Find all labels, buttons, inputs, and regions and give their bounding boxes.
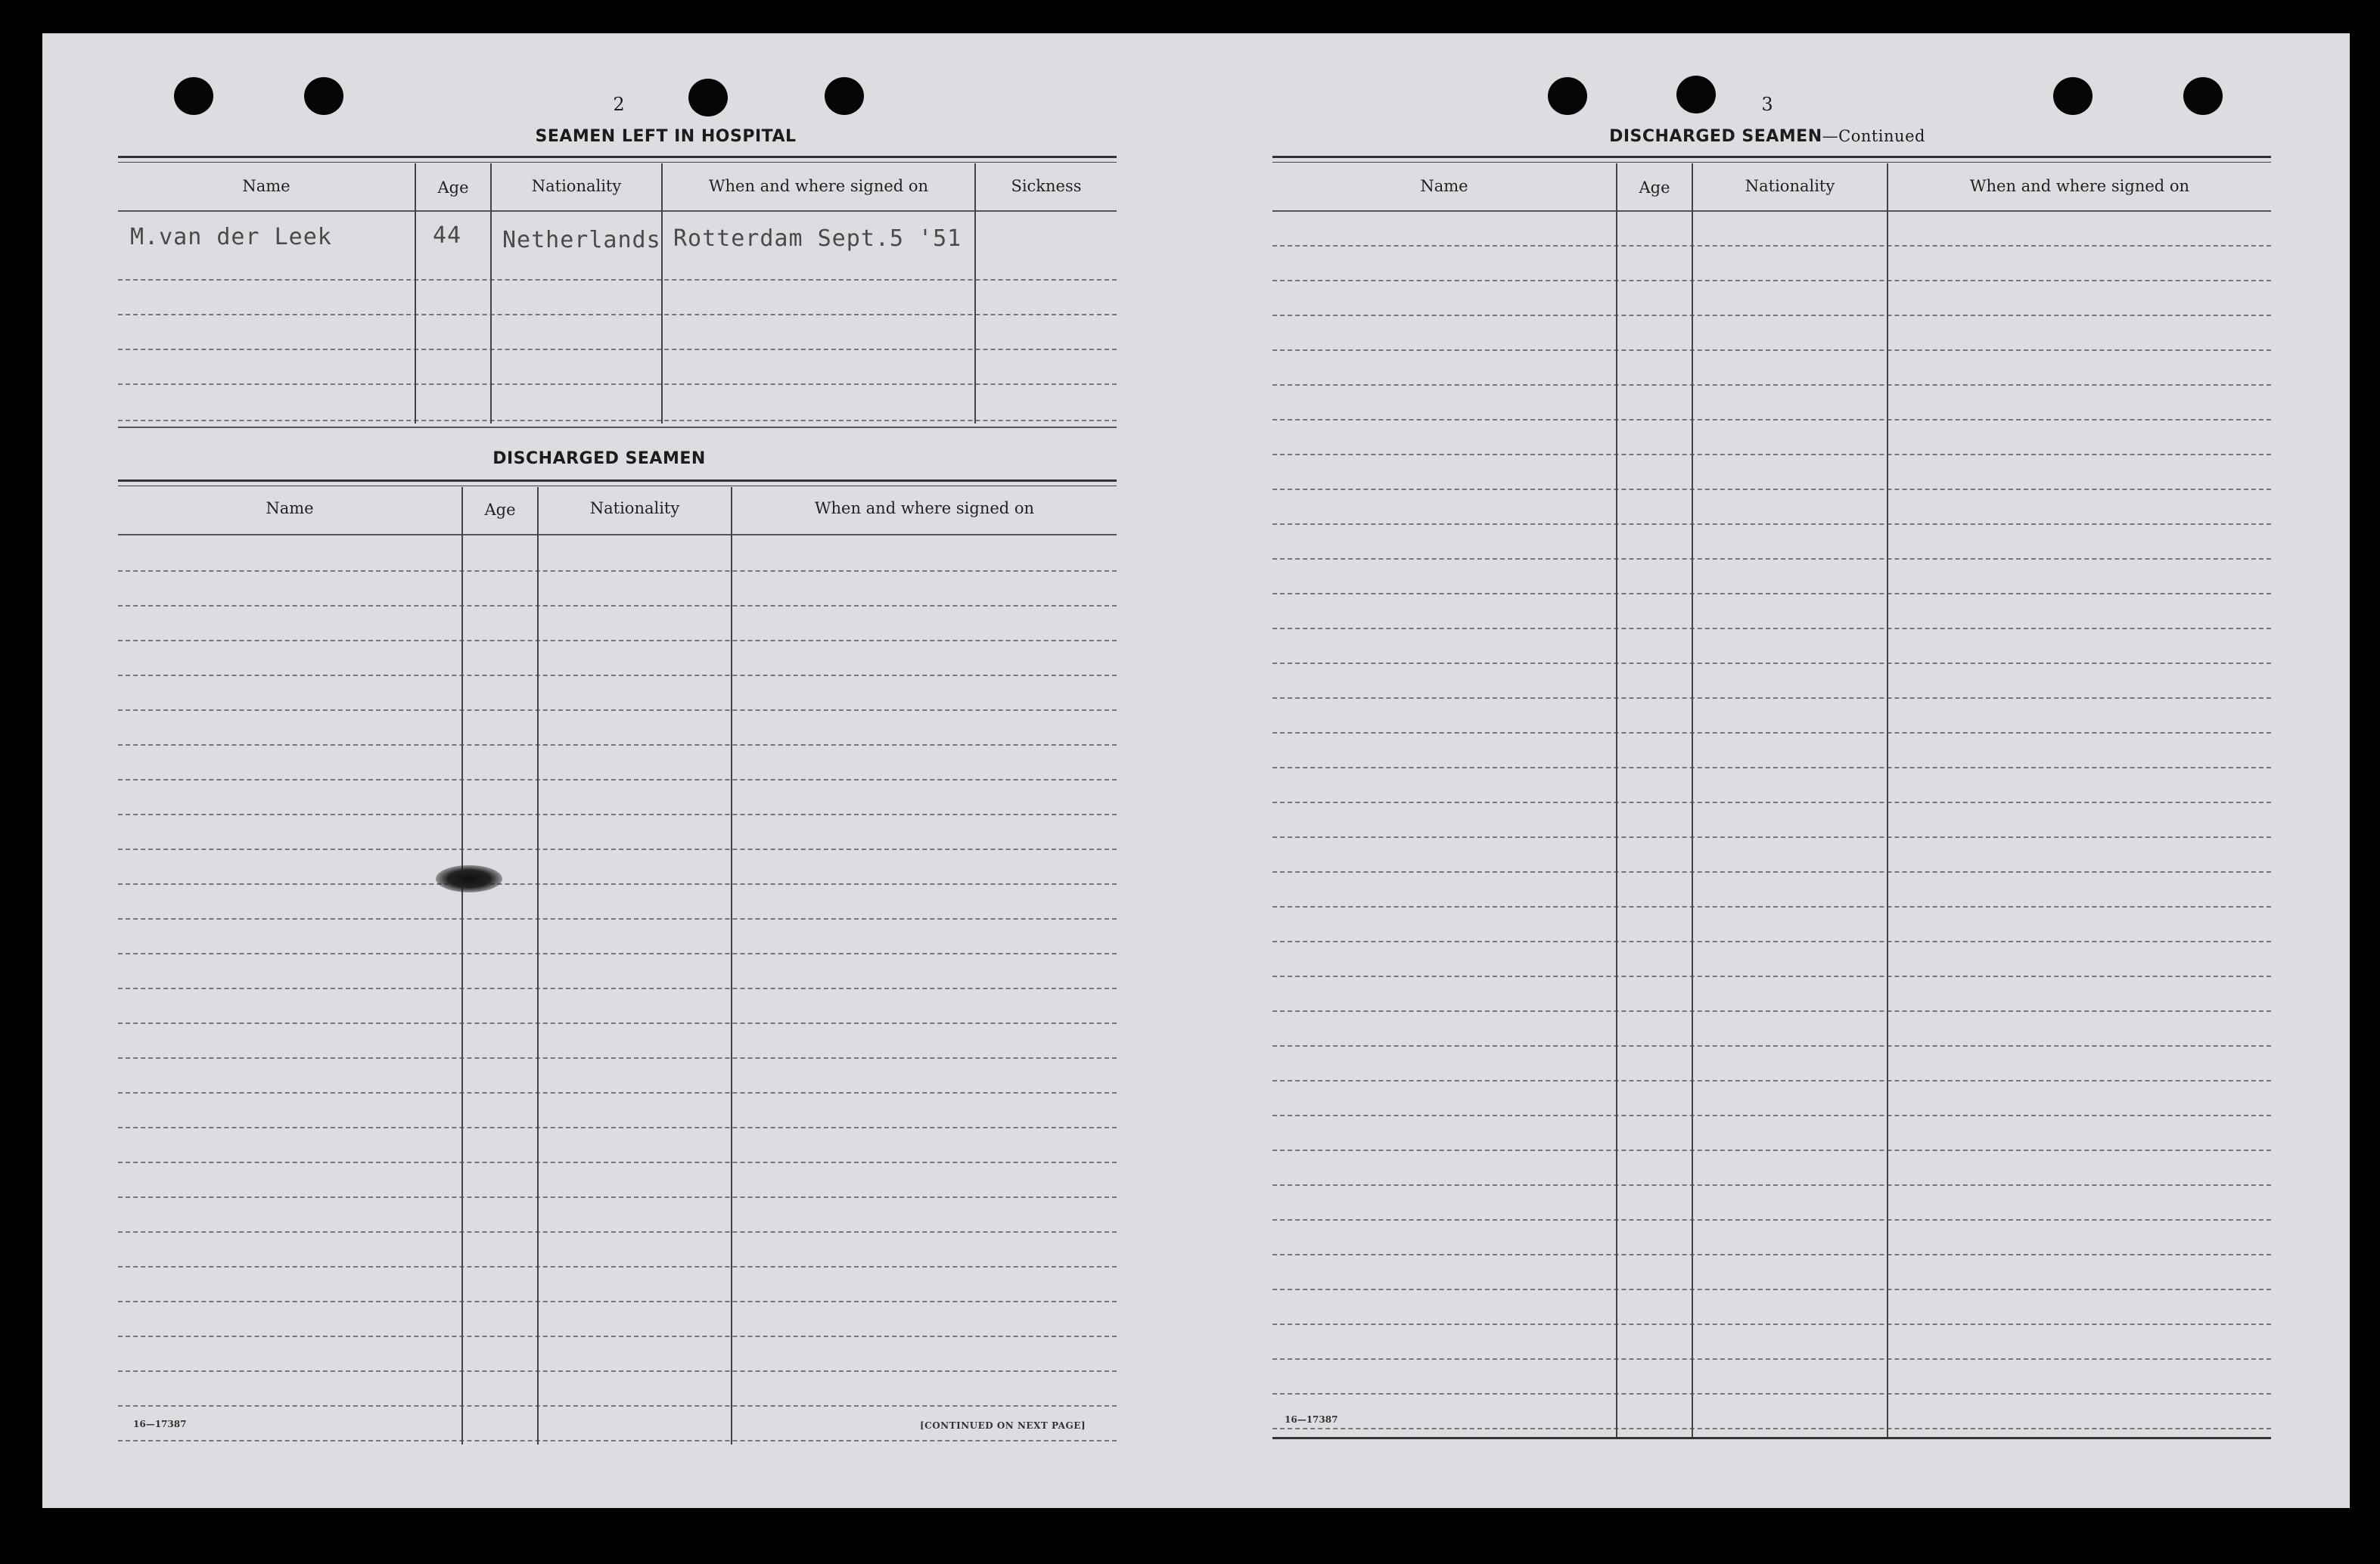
blank-row-line <box>118 1336 1117 1337</box>
right-page-number: 3 <box>1761 94 1773 115</box>
right-form-number: 16—17387 <box>1285 1414 1338 1425</box>
blank-row-line <box>118 1405 1117 1407</box>
blank-row-line <box>118 1127 1117 1128</box>
blank-row-line <box>1272 628 2271 629</box>
blank-row-line <box>118 675 1117 676</box>
manifest-sheet <box>42 33 2350 1508</box>
blank-row-line <box>1272 1184 2271 1186</box>
blank-row-line <box>118 849 1117 850</box>
blank-row-line <box>118 1022 1117 1024</box>
blank-row-line <box>1272 489 2271 490</box>
blank-row-line <box>1272 1045 2271 1047</box>
blank-row-line <box>1272 1428 2271 1429</box>
blank-row-line <box>1272 1358 2271 1360</box>
blank-row-line <box>118 1266 1117 1268</box>
blank-row-line <box>118 1440 1117 1441</box>
blank-row-line <box>1272 523 2271 525</box>
hospital-col-nationality: Nationality <box>531 177 622 195</box>
blank-row-line <box>1272 767 2271 768</box>
blank-row-line <box>118 640 1117 641</box>
blank-row-line <box>118 1301 1117 1302</box>
blank-row-line <box>1272 836 2271 838</box>
blank-row-line <box>118 744 1117 746</box>
punch-hole-icon <box>174 77 213 115</box>
hospital-col-age: Age <box>437 178 469 197</box>
blank-row-line <box>118 1370 1117 1372</box>
blank-row-line <box>118 1057 1117 1059</box>
punch-hole-icon <box>825 77 864 115</box>
right-col-signed-on: When and where signed on <box>1969 177 2190 195</box>
blank-row-line <box>1272 1150 2271 1151</box>
punch-hole-icon <box>2053 77 2093 115</box>
blank-row-line <box>118 1231 1117 1233</box>
discharged-top-rule <box>118 479 1117 482</box>
blank-row-line <box>118 605 1117 607</box>
blank-row-line <box>1272 558 2271 560</box>
blank-row-line <box>118 1162 1117 1163</box>
blank-row-line <box>1272 906 2271 908</box>
blank-row-line <box>1272 1254 2271 1255</box>
blank-row-line <box>1272 1289 2271 1290</box>
blank-row-line <box>1272 1393 2271 1395</box>
continued-note: [CONTINUED ON NEXT PAGE] <box>920 1420 1086 1431</box>
blank-row-line <box>1272 663 2271 664</box>
blank-row-line <box>118 988 1117 989</box>
hospital-row-signed-on: Rotterdam Sept.5 '51 <box>673 225 962 252</box>
blank-row-line <box>1272 1080 2271 1081</box>
blank-row-line <box>1272 384 2271 386</box>
hospital-col-signed-on: When and where signed on <box>708 177 929 195</box>
hospital-section-title: SEAMEN LEFT IN HOSPITAL <box>535 127 797 146</box>
blank-row-line <box>1272 1219 2271 1221</box>
blank-row-line <box>1272 315 2271 316</box>
discharged-col-age: Age <box>484 501 516 519</box>
blank-row-line <box>1272 871 2271 873</box>
blank-row-line <box>1272 1115 2271 1116</box>
hospital-col-sickness: Sickness <box>1011 177 1082 195</box>
discharged-col-signed-on: When and where signed on <box>814 499 1035 517</box>
hospital-col-name: Name <box>242 177 291 195</box>
blank-row-line <box>1272 732 2271 734</box>
blank-row-line <box>1272 280 2271 281</box>
blank-row-line <box>118 953 1117 954</box>
blank-row-line <box>118 709 1117 711</box>
blank-row-line <box>1272 802 2271 803</box>
blank-row-line <box>1272 1010 2271 1012</box>
blank-row-line <box>1272 454 2271 455</box>
right-top-rule <box>1272 156 2271 158</box>
punch-hole-icon <box>304 77 343 115</box>
blank-row-line <box>118 1196 1117 1198</box>
blank-row-line <box>1272 245 2271 247</box>
left-form-number: 16—17387 <box>133 1419 187 1429</box>
blank-row-line <box>1272 976 2271 977</box>
hospital-row-age: 44 <box>433 222 462 249</box>
blank-row-line <box>1272 593 2271 594</box>
ink-smudge <box>436 865 502 892</box>
blank-row-line <box>1272 941 2271 942</box>
right-bottom-rule <box>1272 1437 2271 1439</box>
discharged-continued-title: DISCHARGED SEAMEN—Continued <box>1609 127 1925 146</box>
right-col-age: Age <box>1639 178 1670 197</box>
punch-hole-icon <box>2183 77 2223 115</box>
blank-row-line <box>118 779 1117 780</box>
blank-row-line <box>118 814 1117 815</box>
blank-row-line <box>118 918 1117 920</box>
hospital-row-name: M.van der Leek <box>130 224 332 250</box>
left-page-number: 2 <box>613 94 625 115</box>
discharged-col-name: Name <box>266 499 314 517</box>
blank-row-line <box>1272 697 2271 699</box>
blank-row-line <box>118 1092 1117 1094</box>
punch-hole-icon <box>688 79 728 116</box>
blank-row-line <box>118 570 1117 572</box>
discharged-section-title: DISCHARGED SEAMEN <box>492 449 706 468</box>
punch-hole-icon <box>1548 77 1587 115</box>
right-col-nationality: Nationality <box>1745 177 1835 195</box>
blank-row-line <box>1272 419 2271 420</box>
blank-row-line <box>1272 349 2271 351</box>
discharged-col-nationality: Nationality <box>589 499 680 517</box>
hospital-top-rule <box>118 156 1117 158</box>
blank-row-line <box>1272 1324 2271 1325</box>
right-col-name: Name <box>1420 177 1468 195</box>
hospital-row-nationality: Netherlands <box>502 227 661 253</box>
punch-hole-icon <box>1676 76 1716 113</box>
blank-row-line <box>118 883 1117 885</box>
